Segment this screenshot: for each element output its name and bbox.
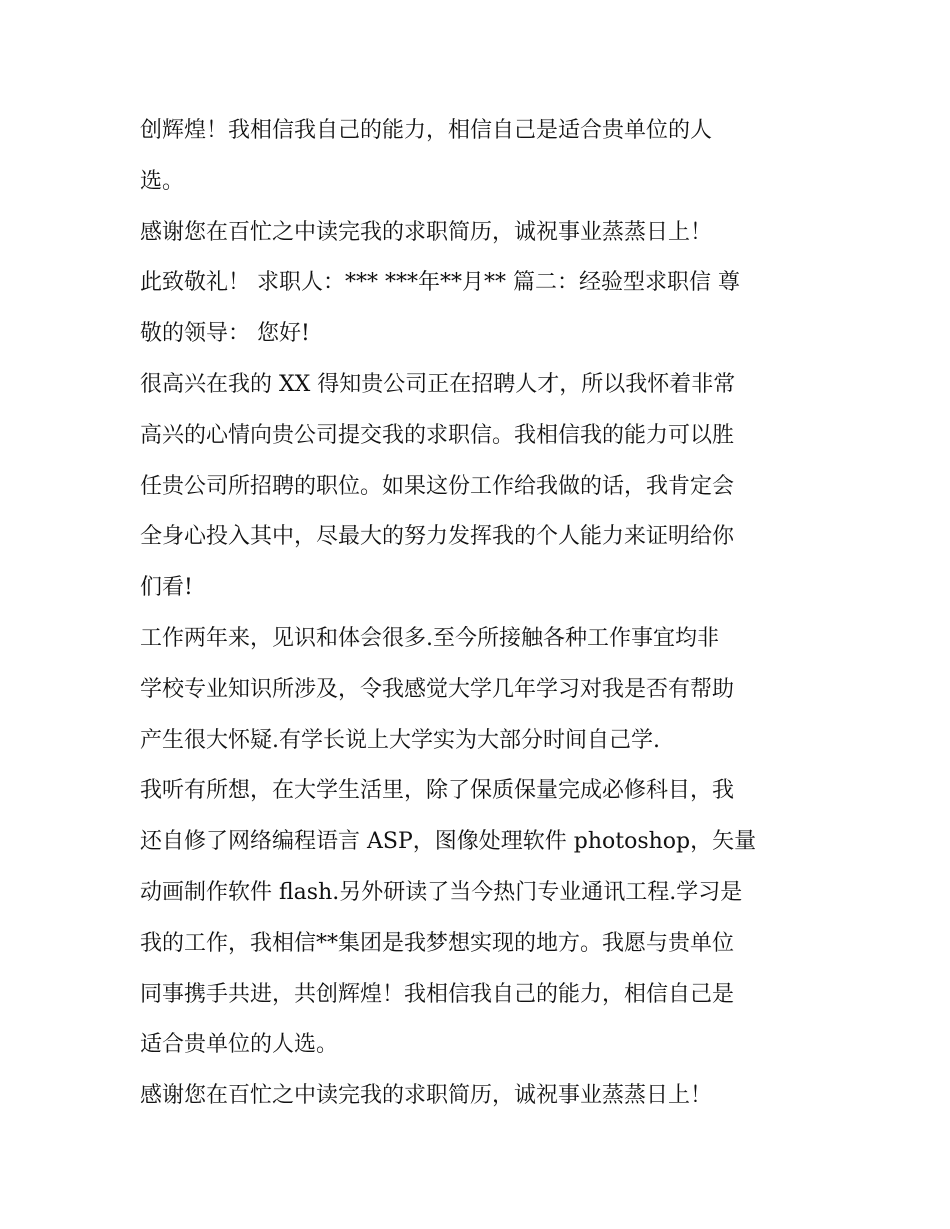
text-line: 们看!	[140, 575, 193, 601]
text-line: 任贵公司所招聘的职位。如果这份工作给我做的话，我肯定会	[140, 473, 735, 499]
text-line: 此致敬礼！ 求职人：*** ***年**月** 篇二：经验型求职信 尊	[140, 270, 740, 296]
text-line: 我的工作，我相信**集团是我梦想实现的地方。我愿与贵单位	[140, 930, 735, 956]
text-line: 很高兴在我的 XX 得知贵公司正在招聘人才，所以我怀着非常	[140, 371, 736, 397]
text-line: 动画制作软件 flash.另外研读了当今热门专业通讯工程.学习是	[140, 879, 743, 905]
text-line: 适合贵单位的人选。	[140, 1032, 339, 1058]
text-line: 工作两年来，见识和体会很多.至今所接触各种工作事宜均非	[140, 625, 719, 651]
text-line: 创辉煌！我相信我自己的能力，相信自己是适合贵单位的人	[140, 118, 713, 143]
text-line: 敬的领导： 您好!	[140, 321, 310, 347]
text-line: 我听有所想，在大学生活里，除了保质保量完成必修科目，我	[140, 778, 735, 804]
text-line: 同事携手共进，共创辉煌！我相信我自己的能力，相信自己是	[140, 981, 735, 1007]
text-line: 感谢您在百忙之中读完我的求职简历，诚祝事业蒸蒸日上！	[140, 219, 713, 245]
text-line: 全身心投入其中，尽最大的努力发挥我的个人能力来证明给你	[140, 524, 735, 550]
text-line: 高兴的心情向贵公司提交我的求职信。我相信我的能力可以胜	[140, 422, 735, 448]
text-line: 产生很大怀疑.有学长说上大学实为大部分时间自己学.	[140, 727, 660, 753]
text-line: 选。	[140, 168, 185, 194]
text-line: 感谢您在百忙之中读完我的求职简历，诚祝事业蒸蒸日上！	[140, 1083, 713, 1109]
text-line: 还自修了网络编程语言 ASP，图像处理软件 photoshop，矢量	[140, 829, 757, 855]
document-body	[140, 106, 820, 1122]
text-line: 学校专业知识所涉及，令我感觉大学几年学习对我是否有帮助	[140, 676, 735, 702]
